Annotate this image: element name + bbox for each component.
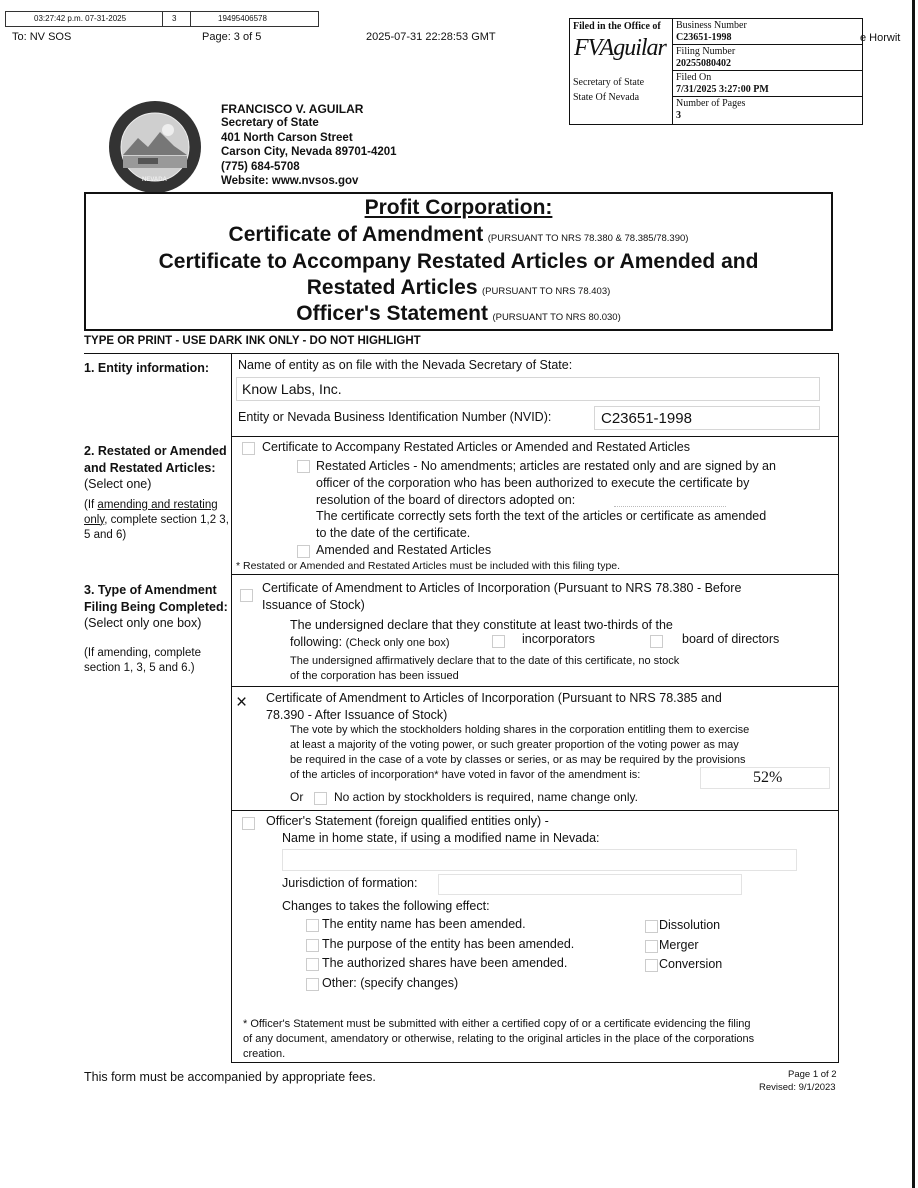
amend-after-stock-mark: ×	[236, 692, 248, 713]
home-state-name-field[interactable]	[282, 849, 797, 871]
board-directors-checkbox[interactable]	[650, 635, 663, 648]
pages-count: 3	[676, 110, 681, 121]
amended-restated-checkbox[interactable]	[297, 545, 310, 558]
nvid-value: C23651-1998	[601, 410, 692, 427]
name-amended-label: The entity name has been amended.	[322, 917, 526, 931]
section2-title: 2. Restated or Amended and Restated Articles:	[84, 444, 227, 475]
other-changes-checkbox[interactable]	[306, 978, 319, 991]
filed-on: 7/31/2025 3:27:00 PM	[676, 84, 769, 95]
entity-name-label: Name of entity as on file with the Nevada Secretary of State:	[238, 358, 573, 372]
no-stock-issued: The undersigned affirmatively declare that to the date of this certificate, no stock of the corporation has been issued	[290, 655, 680, 682]
amend-after-stock-label: Certificate of Amendment to Articles of Incorporation (Pursuant to NRS 78.385 and 78.390 - After Issuance of Stock)	[266, 691, 722, 722]
officer-statement-checkbox[interactable]	[242, 817, 255, 830]
section3-title: 3. Type of Amendment Filing Being Completed:	[84, 583, 228, 614]
fees-notice: This form must be accompanied by appropriate fees.	[84, 1070, 376, 1084]
officer-statement-note: * Officer's Statement must be submitted with either a certified copy of or a certificate evidencing the filing of any document, amendatory or otherwise, relating to the original articles in the place of the corporations creation.	[243, 1018, 755, 1060]
section2-label	[84, 443, 229, 543]
title-certificate-restated: Certificate to Accompany Restated Articles or Amended and	[158, 250, 759, 273]
title-officers-statement: Officer's Statement	[296, 302, 488, 325]
sos-signature: FVAguilar	[574, 35, 666, 61]
filed-sos-label: Secretary of State	[573, 77, 645, 88]
seal-bottom-text: NEVADA	[142, 177, 167, 183]
section1-label: 1. Entity information:	[84, 361, 209, 375]
sos-website: Website: www.nvsos.gov	[221, 175, 359, 188]
no-action-label: No action by stockholders is required, name change only.	[334, 790, 638, 804]
dissolution-checkbox[interactable]	[645, 920, 658, 933]
section2-note: (If amending and restating only, complete section 1,2 3, 5 and 6)	[84, 498, 229, 541]
conversion-checkbox[interactable]	[645, 959, 658, 972]
nvid-label: Entity or Nevada Business Identification Number (NVID):	[238, 410, 552, 424]
revised-date: Revised: 9/1/2023	[759, 1082, 836, 1093]
fax-stamp-number: 3	[172, 14, 177, 23]
title-certificate-amendment: Certificate of Amendment	[228, 223, 484, 246]
pages-label: Number of Pages	[676, 98, 746, 109]
shares-amended-checkbox[interactable]	[306, 958, 319, 971]
entity-name-field[interactable]	[236, 377, 820, 401]
dissolution-label: Dissolution	[659, 918, 721, 932]
filed-state-label: State Of Nevada	[573, 92, 640, 103]
resolution-date-field[interactable]	[614, 490, 726, 507]
declare-two-thirds: The undersigned declare that they constitute at least two-thirds of the following: (Check only one box)	[290, 618, 673, 649]
title-amendment-note: (PURSUANT TO NRS 78.380 & 78.385/78.390)	[487, 233, 689, 244]
title-restated-note: (PURSUANT TO NRS 78.403)	[481, 286, 611, 297]
restated-main-checkbox[interactable]	[242, 442, 255, 455]
amend-before-stock-label: Certificate of Amendment to Articles of Incorporation (Pursuant to NRS 78.380 - Before Issuance of Stock)	[262, 581, 742, 612]
officer-statement-label: Officer's Statement (foreign qualified entities only) -	[266, 814, 549, 828]
title-box	[84, 192, 833, 331]
fax-datetime: 2025-07-31 22:28:53 GMT	[366, 31, 496, 43]
filing-box	[569, 18, 863, 125]
fax-stamp-phone: 19495406578	[218, 14, 267, 23]
amend-before-stock-checkbox[interactable]	[240, 589, 253, 602]
sos-city: Carson City, Nevada 89701-4201	[221, 146, 397, 159]
merger-checkbox[interactable]	[645, 940, 658, 953]
scan-edge	[912, 0, 915, 1188]
filing-number-label: Filing Number	[676, 46, 736, 57]
title-profit-corporation: Profit Corporation:	[364, 196, 553, 219]
sos-street: 401 North Carson Street	[221, 131, 353, 144]
section3-note: (If amending, complete section 1, 3, 5 and 6.)	[84, 646, 201, 674]
changes-label: Changes to takes the following effect:	[282, 899, 490, 913]
filing-number: 20255080402	[676, 58, 731, 69]
filed-on-label: Filed On	[676, 72, 712, 83]
incorporators-label: incorporators	[522, 632, 595, 646]
or-label: Or	[290, 790, 304, 804]
title-officers-note: (PURSUANT TO NRS 80.030)	[492, 312, 621, 323]
fax-stamp-time: 03:27:42 p.m. 07-31-2025	[34, 14, 127, 23]
vote-percentage-field[interactable]	[700, 767, 830, 789]
stockholder-vote-text: The vote by which the stockholders holding shares in the corporation entitling them to exercise at least a majority of the voting power, or such greater proportion of the voting power as may be required in the case of a vote by classes or series, or as may be required by the provisions of the articles of incorporation* have voted in favor of the amendment is:	[290, 724, 750, 781]
business-number: C23651-1998	[676, 32, 732, 43]
purpose-amended-label: The purpose of the entity has been amended.	[322, 937, 575, 951]
home-state-name-label: Name in home state, if using a modified name in Nevada:	[282, 831, 600, 845]
jurisdiction-field[interactable]	[438, 874, 742, 895]
section3-label	[84, 582, 229, 676]
fax-right-text: e Horwit	[860, 32, 901, 44]
restated-only-checkbox[interactable]	[297, 460, 310, 473]
sos-name: FRANCISCO V. AGUILAR	[221, 102, 364, 116]
sos-title: Secretary of State	[221, 117, 319, 130]
shares-amended-label: The authorized shares have been amended.	[322, 956, 568, 970]
page-number: Page 1 of 2	[788, 1069, 837, 1080]
name-amended-checkbox[interactable]	[306, 919, 319, 932]
sos-phone: (775) 684-5708	[221, 160, 300, 173]
purpose-amended-checkbox[interactable]	[306, 939, 319, 952]
section2-select: (Select one)	[84, 477, 152, 491]
filed-office-label: Filed in the Office of	[573, 21, 661, 32]
state-seal	[108, 100, 202, 194]
vote-percentage-value: 52%	[753, 769, 783, 786]
section3-select: (Select only one box)	[84, 616, 202, 630]
conversion-label: Conversion	[659, 957, 723, 971]
sos-address	[221, 102, 397, 188]
title-restated-articles: Restated Articles	[306, 276, 478, 299]
merger-label: Merger	[659, 938, 699, 952]
restated-main-label: Certificate to Accompany Restated Articles or Amended and Restated Articles	[262, 440, 690, 454]
fax-to: To: NV SOS	[12, 31, 72, 43]
jurisdiction-label: Jurisdiction of formation:	[282, 876, 418, 890]
entity-name-value: Know Labs, Inc.	[242, 381, 342, 397]
no-action-checkbox[interactable]	[314, 792, 327, 805]
nvid-field[interactable]	[594, 406, 820, 430]
incorporators-checkbox[interactable]	[492, 635, 505, 648]
other-changes-label: Other: (specify changes)	[322, 976, 459, 990]
amend-after-stock-checkbox[interactable]	[236, 694, 252, 712]
restated-footnote: * Restated or Amended and Restated Articles must be included with this filing type.	[236, 560, 621, 572]
amended-restated-label: Amended and Restated Articles	[316, 543, 492, 557]
fax-page: Page: 3 of 5	[202, 31, 262, 43]
restated-only-text: Restated Articles - No amendments; articles are restated only and are signed by an officer of the corporation who has been authorized to execute the certificate by resolution of the board of directors adopted on: The certificate correctly sets forth the text of the articles or certificate as amended to the date of the certificate.	[316, 459, 776, 541]
board-directors-label: board of directors	[682, 632, 780, 646]
ink-instruction: TYPE OR PRINT - USE DARK INK ONLY - DO NOT HIGHLIGHT	[84, 335, 421, 347]
fax-stamp	[5, 11, 319, 27]
business-number-label: Business Number	[676, 20, 747, 31]
